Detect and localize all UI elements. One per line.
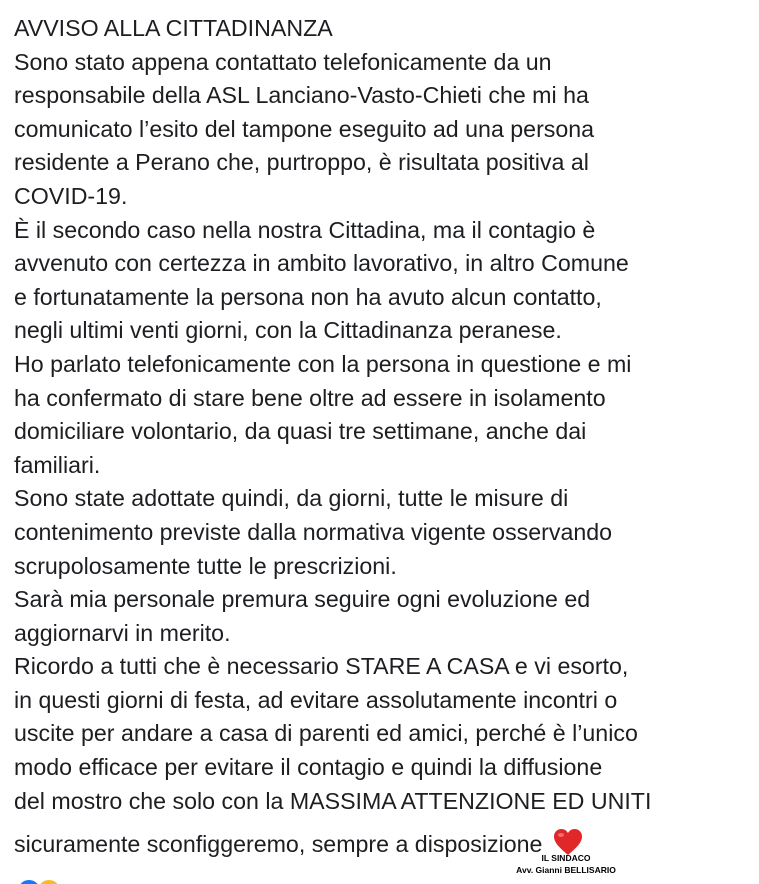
post-text-line: uscite per andare a casa di parenti ed amici, perché è l’unico	[14, 720, 638, 747]
post-text-line: ha confermato di stare bene oltre ad essere in isolamento	[14, 384, 606, 411]
post-text-line: responsabile della ASL Lanciano-Vasto-Chieti che mi ha	[14, 82, 589, 109]
post-closing-text: sicuramente sconfiggeremo, sempre a disposizione	[14, 831, 543, 858]
post-text-line: Sono stato appena contattato telefonicamente da un	[14, 48, 552, 75]
post-text-line: Ricordo a tutti che è necessario STARE A CASA e vi esorto,	[14, 653, 629, 680]
signature-stamp	[505, 852, 627, 876]
post-text-line: Sono state adottate quindi, da giorni, tutte le misure di	[14, 485, 569, 512]
post-text-line: domiciliare volontario, da quasi tre settimane, anche dai	[14, 418, 587, 445]
post-text-line: in questi giorni di festa, ad evitare assolutamente incontri o	[14, 686, 618, 713]
post-text-line: contenimento previste dalla normativa vigente osservando	[14, 518, 613, 545]
post-body	[14, 12, 754, 866]
reaction-summary[interactable]	[16, 878, 76, 884]
signature-role: IL SINDACO	[541, 853, 591, 863]
post-text-line: negli ultimi venti giorni, con la Cittadinanza peranese.	[14, 317, 562, 344]
post-text-line: comunicato l’esito del tampone eseguito ad una persona	[14, 115, 595, 142]
post-text-line: Ho parlato telefonicamente con la persona in questione e mi	[14, 350, 632, 377]
post-text-line: e fortunatamente la persona non ha avuto alcun contatto,	[14, 283, 602, 310]
signature-name: Avv. Gianni BELLISARIO	[516, 865, 616, 875]
post-text-line: È il secondo caso nella nostra Cittadina, ma il contagio è	[14, 216, 596, 243]
post-text-line: COVID-19.	[14, 182, 128, 209]
post-text-line: Sarà mia personale premura seguire ogni evoluzione ed	[14, 586, 591, 613]
post-closing-line	[14, 828, 754, 866]
post-text-line: residente a Perano che, purtroppo, è risultata positiva al	[14, 149, 589, 176]
post-text-line: del mostro che solo con la MASSIMA ATTENZIONE ED UNITI	[14, 787, 652, 814]
post-text-line: modo efficace per evitare il contagio e quindi la diffusione	[14, 754, 603, 781]
post-text-line: scrupolosamente tutte le prescrizioni.	[14, 552, 397, 579]
haha-icon	[36, 878, 62, 884]
post-text-line: familiari.	[14, 451, 101, 478]
post-text-line: avvenuto con certezza in ambito lavorativo, in altro Comune	[14, 250, 629, 277]
post-title: AVVISO ALLA CITTADINANZA	[14, 15, 333, 41]
post-text-line: aggiornarvi in merito.	[14, 619, 231, 646]
